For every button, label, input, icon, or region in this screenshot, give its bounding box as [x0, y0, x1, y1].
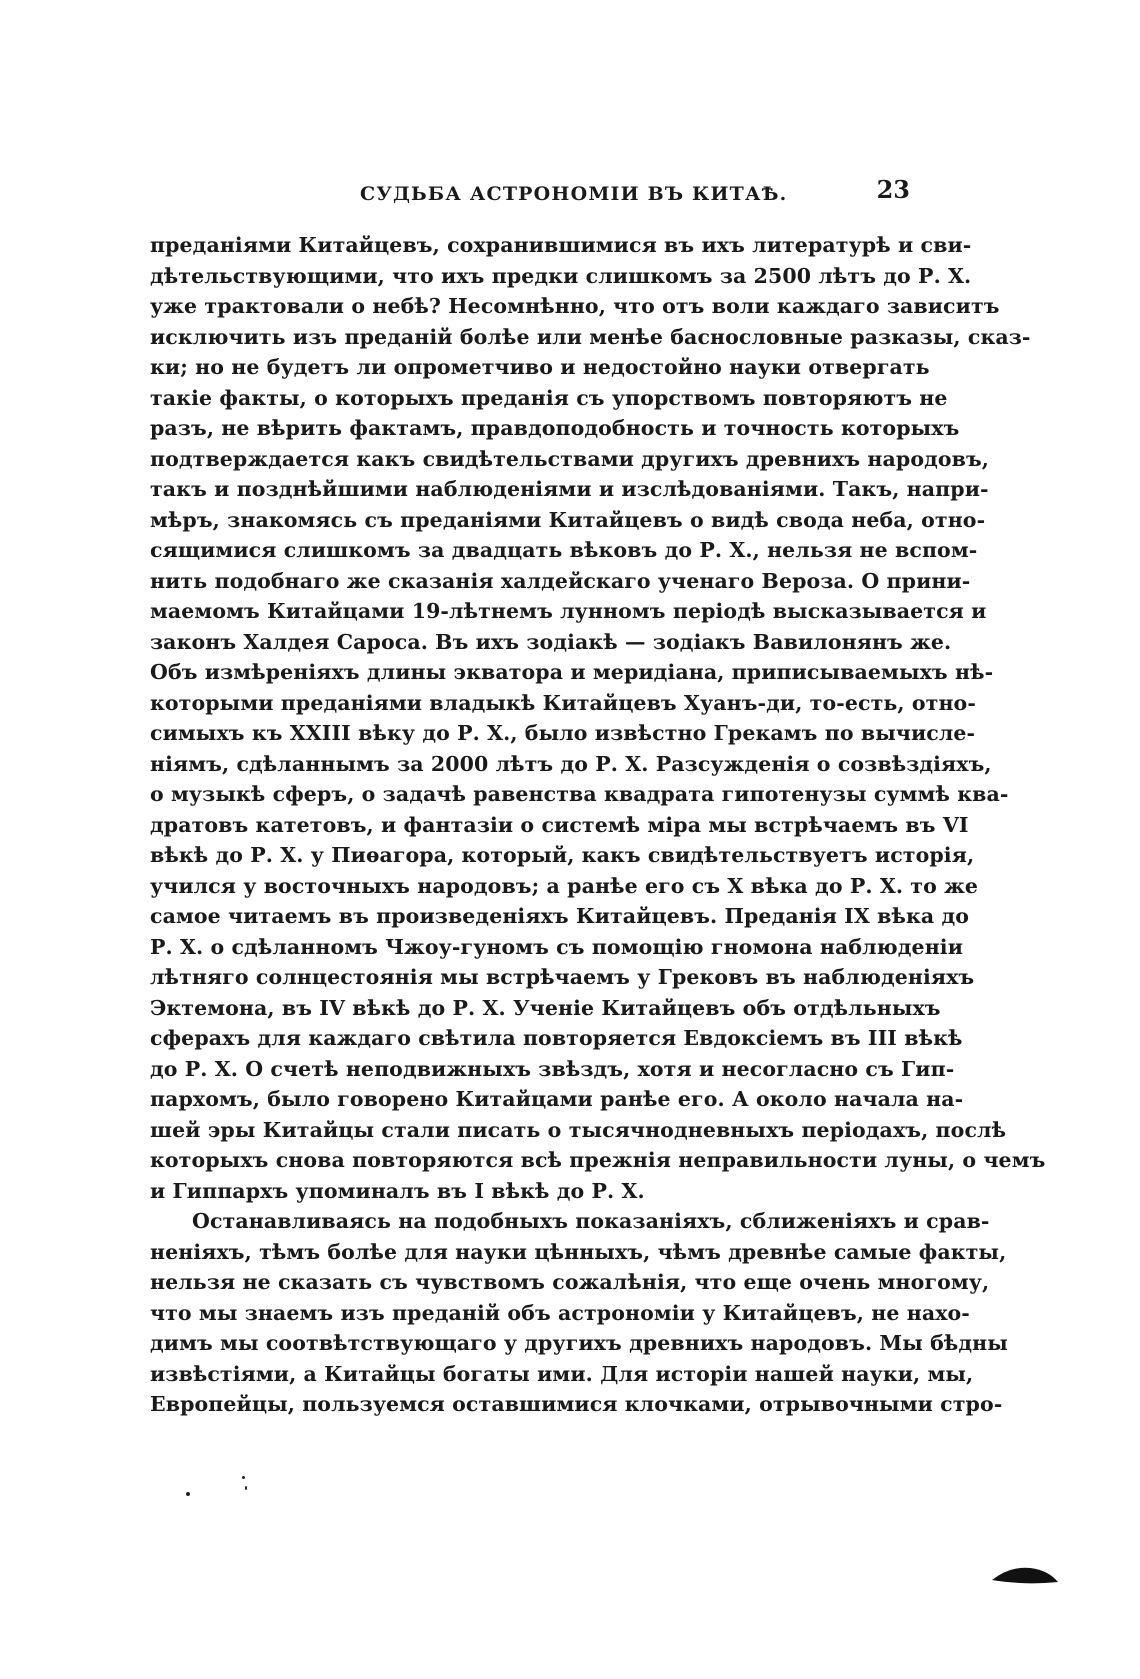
text-line: неніяхъ, тѣмъ болѣе для науки цѣнныхъ, чѣмъ древнѣе самые факты,: [150, 1239, 1007, 1264]
text-line: ніямъ, сдѣланнымъ за 2000 лѣтъ до Р. Х. Разсужденія о созвѣздіяхъ,: [150, 751, 992, 776]
text-line: уже трактовали о небѣ? Несомнѣнно, что отъ воли каждаго зависитъ: [150, 294, 1000, 318]
ink-speck: [242, 1476, 245, 1479]
page-header: [150, 175, 910, 215]
ink-smudge: [990, 1560, 1060, 1590]
text-line: Европейцы, пользуемся оставшимися клочками, отрывочными стро-: [150, 1392, 1003, 1416]
text-line: дратовъ катетовъ, и фантазіи о системѣ міра мы встрѣчаемъ въ VI: [150, 812, 969, 837]
text-line: Эктемона, въ IV вѣкѣ до Р. Х. Ученіе Китайцевъ объ отдѣльныхъ: [150, 995, 941, 1020]
text-line: лѣтняго солнцестоянія мы встрѣчаемъ у Грековъ въ наблюденіяхъ: [150, 965, 975, 989]
print-specks: [140, 1460, 300, 1520]
text-line: которыхъ снова повторяются всѣ прежнія неправильности луны, о чемъ: [150, 1148, 1046, 1172]
text-line: до Р. Х. О счетѣ неподвижныхъ звѣздъ, хотя и несогласно съ Гип-: [150, 1056, 955, 1081]
text-line: такъ и позднѣйшими наблюденіями и изслѣдованіями. Такъ, напри-: [150, 477, 989, 501]
text-line: пархомъ, было говорено Китайцами ранѣе его. А около начала на-: [150, 1087, 964, 1111]
text-line: законъ Халдея Сароса. Въ ихъ зодіакѣ — зодіакъ Вавилонянъ же.: [150, 629, 952, 654]
running-title: СУДЬБА АСТРОНОМІИ ВЪ КИТАѢ.: [360, 183, 788, 205]
text-line: о музыкѣ сферъ, о задачѣ равенства квадрата гипотенузы суммѣ ква-: [150, 782, 1009, 806]
text-line: исключить изъ преданій болѣе или менѣе баснословные разказы, сказ-: [150, 324, 1031, 349]
text-line: учился у восточныхъ народовъ; а ранѣе его съ X вѣка до Р. Х. то же: [150, 873, 979, 898]
text-line: мѣръ, знакомясь съ преданіями Китайцевъ о видѣ свода неба, отно-: [150, 507, 986, 532]
paragraph-2: [150, 1206, 1008, 1420]
text-line: симыхъ къ XXIII вѣку до Р. Х., было извѣстно Грекамъ по вычисле-: [150, 721, 976, 745]
text-line: что мы знаемъ изъ преданій объ астрономіи у Китайцевъ, не нахо-: [150, 1300, 970, 1325]
text-line: самое читаемъ въ произведеніяхъ Китайцевъ. Преданія IX вѣка до: [150, 904, 970, 928]
page-number: 23: [876, 175, 910, 204]
paragraph-1: [150, 230, 1046, 1206]
text-line: дѣтельствующими, что ихъ предки слишкомъ за 2500 лѣтъ до Р. Х.: [150, 263, 972, 288]
text-line: которыми преданіями владыкѣ Китайцевъ Хуанъ-ди, то-есть, отно-: [150, 690, 976, 715]
text-line: нить подобнаго же сказанія халдейскаго ученаго Вероза. О прини-: [150, 568, 971, 593]
text-line: Р. Х. о сдѣланномъ Чжоу-гуномъ съ помощію гномона наблюденіи: [150, 934, 963, 959]
body-text: [150, 230, 1046, 1420]
text-line: разъ, не вѣрить фактамъ, правдоподобность и точность которыхъ: [150, 416, 960, 440]
text-line: ки; но не будетъ ли опрометчиво и недостойно науки отвергать: [150, 355, 930, 379]
text-line: извѣстіями, а Китайцы богаты ими. Для исторіи нашей науки, мы,: [150, 1361, 974, 1386]
ink-speck: [245, 1486, 247, 1490]
text-line: сферахъ для каждаго свѣтила повторяется Евдоксіемъ въ III вѣкѣ: [150, 1026, 963, 1050]
text-line: такіе факты, о которыхъ преданія съ упорствомъ повторяютъ не: [150, 385, 948, 410]
text-line: вѣкѣ до Р. Х. у Пиѳагора, который, какъ свидѣтельствуетъ исторія,: [150, 843, 975, 867]
ink-speck: [186, 1492, 190, 1496]
text-line: Объ измѣреніяхъ длины экватора и меридіана, приписываемыхъ нѣ-: [150, 660, 994, 684]
text-line: нельзя не сказать съ чувствомъ сожалѣнія, что еще очень многому,: [150, 1270, 990, 1294]
text-line: преданіями Китайцевъ, сохранившимися въ ихъ литературѣ и сви-: [150, 233, 972, 257]
text-line: Останавливаясь на подобныхъ показаніяхъ, сближеніяхъ и срав-: [192, 1209, 990, 1233]
text-line: сящимися слишкомъ за двадцать вѣковъ до Р. Х., нельзя не вспом-: [150, 538, 978, 562]
text-line: шей эры Китайцы стали писать о тысячнодневныхъ періодахъ, послѣ: [150, 1117, 1007, 1142]
text-line: димъ мы соотвѣтствующаго у другихъ древнихъ народовъ. Мы бѣдны: [150, 1331, 1008, 1355]
text-line: и Гиппархъ упоминалъ въ I вѣкѣ до Р. Х.: [150, 1178, 645, 1203]
text-line: подтверждается какъ свидѣтельствами другихъ древнихъ народовъ,: [150, 446, 990, 471]
text-line: маемомъ Китайцами 19-лѣтнемъ лунномъ періодѣ высказывается и: [150, 599, 987, 623]
